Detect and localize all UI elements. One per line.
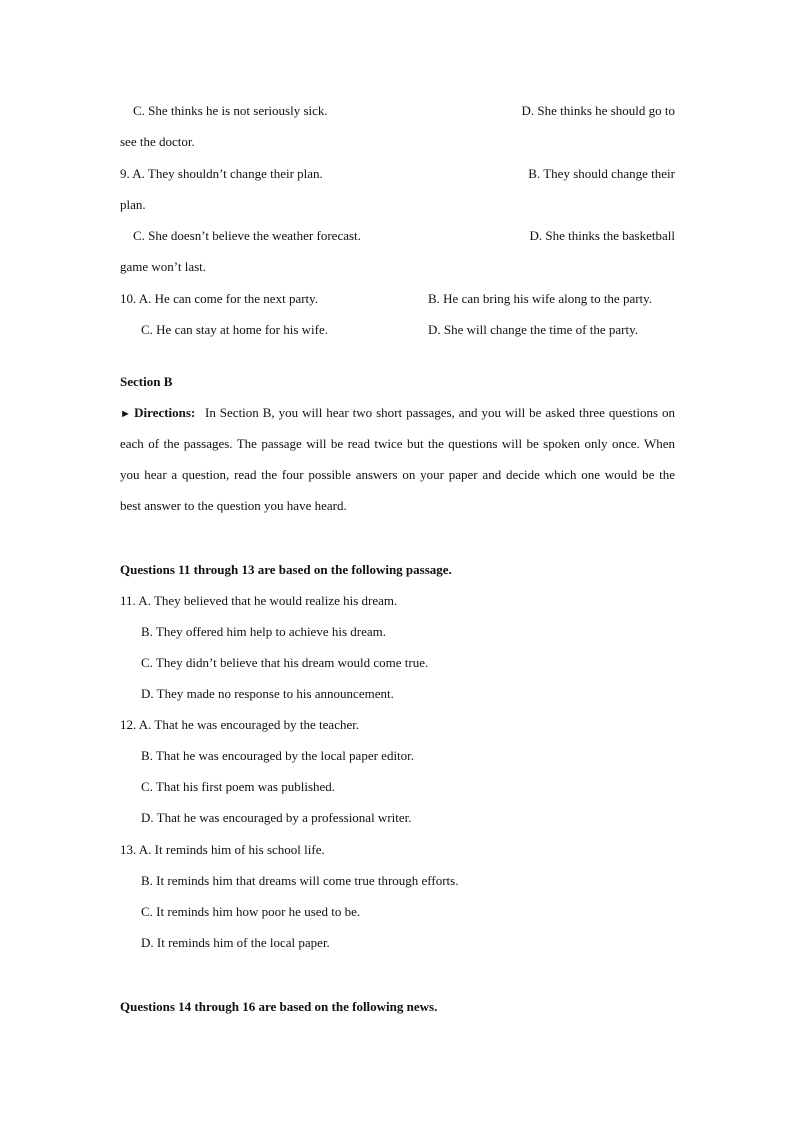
- directions-line-4: best answer to the question you have heard.: [120, 498, 347, 513]
- q9-option-b-continued: plan.: [120, 197, 146, 212]
- q10-option-d: D. She will change the time of the party.: [428, 322, 638, 337]
- q13-option-b: B. It reminds him that dreams will come true through efforts.: [141, 873, 459, 888]
- q10-option-a: 10. A. He can come for the next party.: [120, 291, 319, 306]
- directions-line-2: each of the passages. The passage will be read twice but the questions will be spoken only once. When: [120, 436, 675, 451]
- directions-line-3: you hear a question, read the four possible answers on your paper and decide which one would be the: [120, 467, 675, 482]
- q9-option-a: 9. A. They shouldn’t change their plan.: [120, 166, 323, 181]
- q11-option-d: D. They made no response to his announcement.: [141, 686, 394, 701]
- q12-option-d: D. That he was encouraged by a professional writer.: [141, 810, 412, 825]
- q12-option-c: C. That his first poem was published.: [141, 779, 336, 794]
- q10-option-b: B. He can bring his wife along to the party.: [428, 291, 653, 306]
- q10-options-cd: [141, 320, 675, 340]
- q8-options-cd: [133, 101, 675, 121]
- directions-label: Directions:: [134, 405, 196, 420]
- q9-options-cd: [133, 226, 675, 246]
- q10-options-ab: [120, 289, 675, 309]
- arrow-icon: ►: [120, 408, 131, 420]
- group1-heading: Questions 11 through 13 are based on the following passage.: [120, 562, 452, 577]
- directions-text-1: In Section B, you will hear two short passages, and you will be asked three questions on: [205, 405, 675, 420]
- q13-option-a: 13. A. It reminds him of his school life.: [120, 842, 325, 857]
- q11-option-c: C. They didn’t believe that his dream would come true.: [141, 655, 429, 670]
- group2-heading: Questions 14 through 16 are based on the following news.: [120, 999, 438, 1014]
- directions-line-1-text: [120, 403, 675, 423]
- q12-option-b: B. That he was encouraged by the local paper editor.: [141, 748, 415, 763]
- q9-options-ab: [120, 164, 675, 184]
- q11-option-b: B. They offered him help to achieve his dream.: [141, 624, 387, 639]
- section-b-heading: Section B: [120, 374, 173, 389]
- q9-option-b: B. They should change their: [528, 166, 675, 181]
- q9-option-c: C. She doesn’t believe the weather forecast.: [133, 228, 361, 243]
- q10-option-c: C. He can stay at home for his wife.: [141, 322, 329, 337]
- q8-option-c: C. She thinks he is not seriously sick.: [133, 103, 328, 118]
- q9-option-d: D. She thinks the basketball: [529, 228, 675, 243]
- q11-option-a: 11. A. They believed that he would realize his dream.: [120, 593, 398, 608]
- q12-option-a: 12. A. That he was encouraged by the teacher.: [120, 717, 360, 732]
- q8-option-d-continued: see the doctor.: [120, 134, 195, 149]
- q8-option-d: D. She thinks he should go to: [521, 103, 675, 118]
- q13-option-d: D. It reminds him of the local paper.: [141, 935, 330, 950]
- q13-option-c: C. It reminds him how poor he used to be.: [141, 904, 361, 919]
- q9-option-d-continued: game won’t last.: [120, 259, 207, 274]
